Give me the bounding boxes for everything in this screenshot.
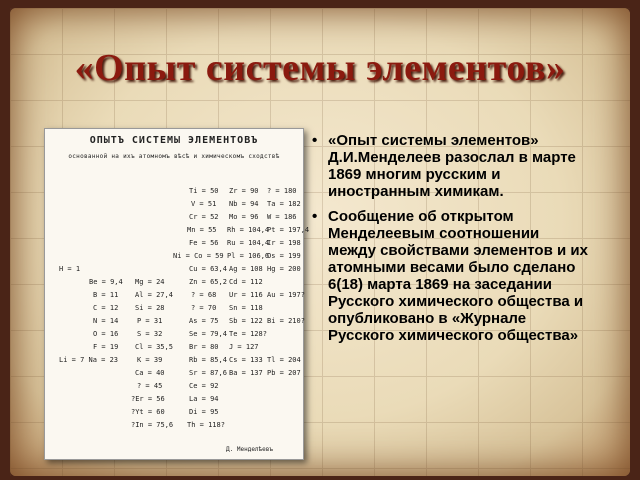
element-cell: ? = 180: [267, 187, 297, 195]
element-cell: Sn = 118: [229, 304, 263, 312]
element-cell: Mn = 55: [187, 226, 217, 234]
element-cell: Sb = 122: [229, 317, 263, 325]
element-cell: Pl = 106,6: [227, 252, 270, 260]
element-cell: W = 186: [267, 213, 297, 221]
bullet-dot-icon: •: [312, 132, 318, 149]
element-cell: H = 1: [59, 265, 81, 273]
element-cell: ?Er = 56: [131, 395, 165, 403]
element-cell: Pb = 207: [267, 369, 301, 377]
element-cell: Nb = 94: [229, 200, 259, 208]
element-cell: Ni = Co = 59: [173, 252, 224, 260]
bullet-item: [310, 132, 590, 200]
element-cell: Di = 95: [189, 408, 219, 416]
element-cell: Bi = 210?: [267, 317, 305, 325]
element-cell: P = 31: [137, 317, 163, 325]
element-cell: B = 11: [93, 291, 119, 299]
table-subheading: основанной на ихъ атомномъ вѣсѣ и химическомъ сходствѣ: [68, 153, 280, 160]
element-cell: Fe = 56: [189, 239, 219, 247]
bullet-dot-icon: •: [312, 208, 318, 225]
element-cell: Cs = 133: [229, 356, 263, 364]
element-cell: Sr = 87,6: [189, 369, 227, 377]
element-cell: Tl = 204: [267, 356, 301, 364]
element-cell: Cr = 52: [189, 213, 219, 221]
element-cell: Te = 128?: [229, 330, 267, 338]
element-cell: Ag = 108: [229, 265, 263, 273]
element-cell: Ir = 198: [267, 239, 301, 247]
element-cell: Th = 118?: [187, 421, 225, 429]
element-cell: Ta = 182: [267, 200, 301, 208]
element-cell: Be = 9,4: [89, 278, 123, 286]
element-cell: F = 19: [93, 343, 119, 351]
element-cell: C = 12: [93, 304, 119, 312]
element-cell: S = 32: [137, 330, 163, 338]
element-cell: ? = 70: [191, 304, 217, 312]
element-cell: Cd = 112: [229, 278, 263, 286]
bullet-list: [310, 132, 590, 352]
element-cell: V = 51: [191, 200, 217, 208]
element-cell: Cu = 63,4: [189, 265, 227, 273]
element-cell: Si = 28: [135, 304, 165, 312]
mendeleev-table-image: [44, 128, 310, 460]
element-cell: Li = 7 Na = 23: [59, 356, 119, 364]
element-cell: Pt = 197,4: [267, 226, 310, 234]
slide-title: «Опыт системы элементов»: [74, 47, 566, 89]
element-cell: Rb = 85,4: [189, 356, 227, 364]
element-cell: Ca = 40: [135, 369, 165, 377]
element-cell: ? = 68: [191, 291, 217, 299]
element-cell: Ti = 50: [189, 187, 219, 195]
element-cell: Au = 197?: [267, 291, 305, 299]
element-cell: Rh = 104,4: [227, 226, 270, 234]
element-cell: Al = 27,4: [135, 291, 173, 299]
element-cell: Zn = 65,2: [189, 278, 227, 286]
element-cell: Ba = 137: [229, 369, 263, 377]
element-cell: Mg = 24: [135, 278, 165, 286]
element-cell: Se = 79,4: [189, 330, 227, 338]
element-cell: Hg = 200: [267, 265, 301, 273]
element-cell: ? = 45: [137, 382, 163, 390]
element-cell: Os = 199: [267, 252, 301, 260]
element-cell: K = 39: [137, 356, 163, 364]
element-cell: As = 75: [189, 317, 219, 325]
element-cell: ?In = 75,6: [131, 421, 174, 429]
element-cell: Br = 80: [189, 343, 219, 351]
table-heading: ОПЫТЪ СИСТЕМЫ ЭЛЕМЕНТОВЪ: [89, 135, 259, 146]
element-cell: Ur = 116: [229, 291, 263, 299]
bullet-text: Сообщение об открытом Менделеевым соотношении между свойствами элементов и их атомными весами было сделано 6(18) марта 1869 на заседании Русского химического общества и опубликовано в «Журнале Русского химического общества»: [328, 208, 588, 344]
element-cell: Zr = 90: [229, 187, 259, 195]
bullet-text: «Опыт системы элементов» Д.И.Менделеев разослал в марте 1869 многим русским и иностранным химикам.: [328, 132, 576, 200]
element-cell: J = 127: [229, 343, 259, 351]
element-cell: ?Yt = 60: [131, 408, 165, 416]
element-cell: Mo = 96: [229, 213, 259, 221]
element-cell: La = 94: [189, 395, 219, 403]
element-cell: Ru = 104,4: [227, 239, 270, 247]
element-cell: O = 16: [93, 330, 119, 338]
element-cell: Cl = 35,5: [135, 343, 173, 351]
element-cell: N = 14: [93, 317, 119, 325]
table-signature: Д. Менделѣевъ: [226, 446, 273, 453]
element-cell: Ce = 92: [189, 382, 219, 390]
bullet-item: [310, 208, 590, 344]
